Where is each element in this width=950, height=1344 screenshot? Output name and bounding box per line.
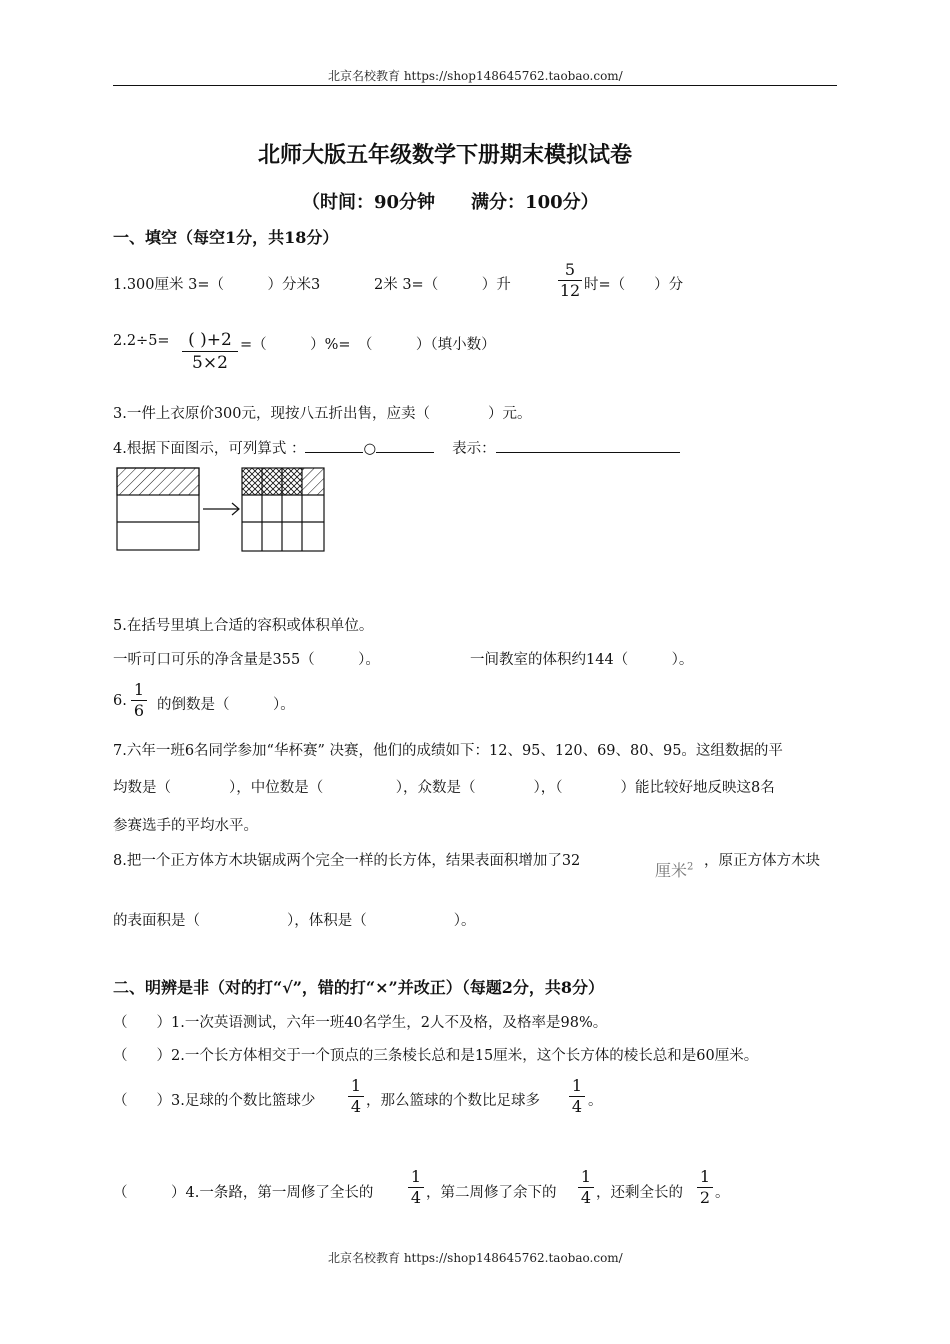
q6-fraction (131, 681, 147, 720)
judge-item-3-frac1-num: 1 (350, 1076, 362, 1095)
q5-part-b: 一间教室的体积约144（ ）。 (470, 652, 694, 668)
judge-item-3-post: 。 (588, 1093, 603, 1109)
q6-frac-num: 1 (133, 680, 145, 699)
q5-stem: 5.在括号里填上合适的容积或体积单位。 (113, 618, 374, 634)
section2-heading: 二、明辨是非（对的打“√”，错的打“×”并改正）（每题2分，共8分） (113, 978, 605, 997)
q4-right-rect (242, 468, 324, 551)
q1-frac-num: 5 (564, 260, 576, 279)
section1-heading: 一、填空（每空1分，共18分） (113, 228, 339, 247)
q6-frac-den: 6 (133, 701, 145, 720)
judge-item-3-frac1-den: 4 (350, 1097, 362, 1116)
q6-suffix: 的倒数是（ ）。 (157, 697, 295, 713)
judge-item-4-frac1-den: 4 (410, 1188, 422, 1207)
q8-line1-a: 8.把一个正方体方木块锯成两个完全一样的长方体，结果表面积增加了32 (113, 853, 581, 869)
q7-line1: 7.六年一班6名同学参加“华杯赛” 决赛，他们的成绩如下：12、95、120、69、80、95。这组数据的平 (113, 743, 783, 759)
q8-line1-b: ，原正方体方木块 (704, 853, 820, 869)
judge-item-4-frac2-den: 4 (580, 1188, 592, 1207)
judge-item-4-frac2-num: 1 (580, 1167, 592, 1186)
judge-item-4-frac1 (408, 1168, 424, 1207)
judge-item-4-frac1-num: 1 (410, 1167, 422, 1186)
q8-line1 (113, 849, 580, 870)
q1-part-a: 1.300厘米 3=（ ）分米3 (113, 277, 321, 293)
q7-line2: 均数是（ ），中位数是（ ），众数是（ ），（ ）能比较好地反映这8名 (113, 780, 775, 796)
judge-item-3-frac2 (569, 1077, 585, 1116)
q2-prefix: 2.2÷5= (113, 333, 170, 349)
q1-part-c: 时=（ ）分 (584, 277, 684, 293)
judge-item-4-frac2 (578, 1168, 594, 1207)
page-title: 北师大版五年级数学下册期末模拟试卷 (258, 142, 633, 168)
q8-unit-sup: 2 (687, 861, 694, 873)
q4-meaning-label: 表示： (452, 441, 496, 457)
page-header: 北京名校教育 https://shop148645762.taobao.com/ (328, 69, 623, 83)
judge-item-4-frac3-den: 2 (699, 1188, 711, 1207)
judge-item-3-mid: ，那么篮球的个数比足球多 (366, 1093, 540, 1109)
q2-suffix: =（ ）%= （ ）（填小数） (240, 337, 496, 353)
judge-item-4-pre: （ ）4.一条路，第一周修了全长的 (113, 1185, 374, 1201)
judge-item-2: （ ）2.一个长方体相交于一个顶点的三条棱长总和是15厘米，这个长方体的棱长总和是60厘米。 (113, 1048, 759, 1064)
q2-frac-den: 5×2 (192, 353, 228, 373)
page-subtitle: （时间：90分钟 满分：100分） (302, 192, 599, 213)
judge-item-4-mid: ，第二周修了余下的 (426, 1185, 557, 1201)
judge-item-3-frac2-num: 1 (571, 1076, 583, 1095)
q7-line3: 参赛选手的平均水平。 (113, 818, 258, 834)
judge-item-3-frac2-den: 4 (571, 1097, 583, 1116)
q4-prefix: 4.根据下面图示，可列算式 ： (113, 441, 306, 457)
q8-line2: 的表面积是（ ），体积是（ ）。 (113, 913, 476, 929)
q8-unit-text: 厘米 (655, 861, 688, 880)
q6-prefix: 6. (113, 693, 127, 709)
judge-item-4-post: 。 (715, 1185, 730, 1201)
q4-circle: ○ (363, 441, 377, 457)
judge-item-3-pre: （ ）3.足球的个数比篮球少 (113, 1093, 316, 1109)
page-footer: 北京名校教育 https://shop148645762.taobao.com/ (328, 1251, 623, 1265)
q5-part-a: 一听可口可乐的净含量是355（ ）。 (113, 652, 380, 668)
q1-frac-den: 12 (559, 281, 581, 300)
q2-frac-num: ( )+2 (188, 330, 232, 350)
judge-item-4-frac3-num: 1 (699, 1167, 711, 1186)
q3-text: 3.一件上衣原价300元，现按八五折出售，应卖（ ）元。 (113, 406, 532, 422)
judge-item-4-frac3 (697, 1168, 713, 1207)
q1-part-b: 2米 3=（ ）升 (374, 277, 511, 293)
judge-item-3-frac1 (348, 1077, 364, 1116)
q4-left-rect (117, 468, 199, 550)
q8-unit (655, 858, 693, 881)
judge-item-4-mid2: ，还剩全长的 (596, 1185, 683, 1201)
judge-item-1: （ ）1.一次英语测试，六年一班40名学生，2人不及格，及格率是98%。 (113, 1015, 608, 1031)
q4-arrow (203, 503, 239, 515)
